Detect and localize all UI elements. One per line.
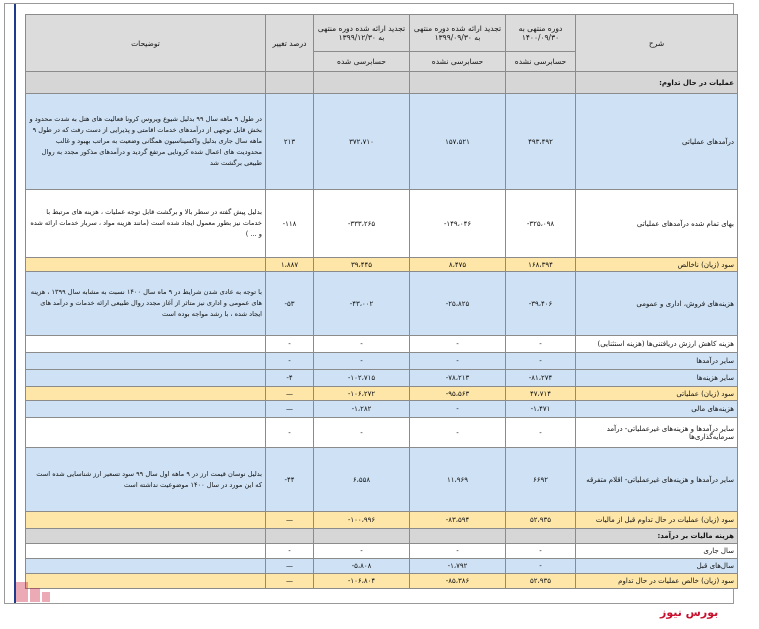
change-percent — [266, 72, 314, 94]
change-percent: -۱۱۸ — [266, 190, 314, 258]
value-1400: ۶۶۹۲ — [506, 448, 576, 512]
table-row — [26, 258, 738, 272]
row-note — [26, 512, 266, 529]
left-blue-rule — [14, 4, 16, 603]
table-row — [26, 418, 738, 448]
header-audit-1: حسابرسی نشده — [506, 52, 576, 72]
value-1399-09: -۷۸،۲۱۳ — [410, 370, 506, 387]
row-note — [26, 529, 266, 544]
header-audit-2: حسابرسی نشده — [410, 52, 506, 72]
value-1400: ۱۶۸،۳۹۴ — [506, 258, 576, 272]
row-note — [26, 574, 266, 589]
row-label: هزینه کاهش ارزش دریافتنی‌ها (هزینه استثنایی) — [576, 336, 738, 353]
value-1400: - — [506, 336, 576, 353]
row-label: سود (زیان) ناخالص — [576, 258, 738, 272]
header-audit-3: حسابرسی شده — [314, 52, 410, 72]
change-percent: ۱،۸۸۷ — [266, 258, 314, 272]
row-label: سایر هزینه‌ها — [576, 370, 738, 387]
value-1399-12 — [314, 529, 410, 544]
change-percent: - — [266, 544, 314, 559]
value-1399-12: -۱۰۰،۹۹۶ — [314, 512, 410, 529]
row-label: هزینه‌های فروش، اداری و عمومی — [576, 272, 738, 336]
value-1399-09: -۸۳،۵۹۴ — [410, 512, 506, 529]
change-percent: ۲۱۳ — [266, 94, 314, 190]
value-1400: ۵۲،۹۳۵ — [506, 512, 576, 529]
row-note: در طول ۹ ماهه سال ۹۹ بدلیل شیوع ویروس کرونا فعالیت های هتل به شدت محدود و بخش قابل توجهی از درآمدهای خدمات اقامتی و پذیرایی از دست رفت که در طول ۹ ماهه سال جاری بدلیل واکسیناسیون همگانی وضعیت به مراتب بهبود و غالب محدودیت های اعمال شده کرونایی مرتفع گردید و درآمدهای مذکور مجدد به روال طبیعی برگشت شد — [26, 94, 266, 190]
table-row — [26, 94, 738, 190]
value-1399-12: ۳۹،۴۴۵ — [314, 258, 410, 272]
change-percent: -۵۳ — [266, 272, 314, 336]
table-row — [26, 512, 738, 529]
header-period-1399-09: تجدید ارائه شده دوره منتهی به ۱۳۹۹/۰۹/۳۰ — [410, 15, 506, 52]
header-period-1399-12: تجدید ارائه شده دوره منتهی به ۱۳۹۹/۱۲/۳۰ — [314, 15, 410, 52]
value-1399-12: - — [314, 544, 410, 559]
table-row — [26, 401, 738, 418]
row-note — [26, 258, 266, 272]
row-note — [26, 418, 266, 448]
value-1399-09: -۱۴۹،۰۴۶ — [410, 190, 506, 258]
value-1399-09: ۸،۴۷۵ — [410, 258, 506, 272]
row-note: با توجه به عادی شدن شرایط در ۹ ماه سال ۱۴۰۰ نسبت به مشابه سال ۱۳۹۹ ، هزینه های عمومی و اداری نیز متاثر از آغاز مجدد روال طبیعی ارائه خدمات و درآمد های ایجاد شده ، با رشد مواجه بوده است — [26, 272, 266, 336]
value-1399-12: ۶،۵۵۸ — [314, 448, 410, 512]
header-notes: توضیحات — [26, 15, 266, 72]
change-percent: — — [266, 574, 314, 589]
value-1400: ۵۲،۹۳۵ — [506, 574, 576, 589]
table-row — [26, 272, 738, 336]
change-percent: -۴۴ — [266, 448, 314, 512]
change-percent: - — [266, 418, 314, 448]
value-1399-09: - — [410, 418, 506, 448]
row-label: عملیات در حال تداوم: — [576, 72, 738, 94]
change-percent: — — [266, 401, 314, 418]
value-1399-09: - — [410, 544, 506, 559]
row-label: هزینه‌های مالی — [576, 401, 738, 418]
value-1399-12: -۱۰۲،۷۱۵ — [314, 370, 410, 387]
table-row — [26, 370, 738, 387]
value-1400 — [506, 72, 576, 94]
value-1399-09: ۱۵۷،۵۲۱ — [410, 94, 506, 190]
value-1399-12: -۳۳۳،۲۶۵ — [314, 190, 410, 258]
change-percent — [266, 529, 314, 544]
header-sharh: شرح — [576, 15, 738, 72]
financial-table — [25, 14, 738, 589]
row-note — [26, 559, 266, 574]
value-1399-12: ۳۷۲،۷۱۰ — [314, 94, 410, 190]
row-label: سایر درآمدها و هزینه‌های غیرعملیاتی- اقلام متفرقه — [576, 448, 738, 512]
value-1399-12: - — [314, 418, 410, 448]
table-row — [26, 336, 738, 353]
row-note — [26, 387, 266, 401]
row-label: سال‌های قبل — [576, 559, 738, 574]
value-1399-09 — [410, 72, 506, 94]
row-label: سود (زیان) عملیات در حال تداوم قبل از مالیات — [576, 512, 738, 529]
header-period-1400: دوره منتهی به ۱۴۰۰/۰۹/۳۰ — [506, 15, 576, 52]
row-note — [26, 72, 266, 94]
watermark-stamp — [14, 578, 54, 608]
row-label: سود (زیان) عملیاتی — [576, 387, 738, 401]
value-1399-12: - — [314, 336, 410, 353]
table-row — [26, 529, 738, 544]
header-change-percent: درصد تغییر — [266, 15, 314, 72]
row-note: بدلیل پیش گفته در سطر بالا و برگشت قابل توجه عملیات ، هزینه های مرتبط با خدمات نیز بطور معمول ایجاد شده است (مانند هزینه مواد ، سربار خدمات ارائه شده و ... ) — [26, 190, 266, 258]
value-1400: -۳۹،۴۰۶ — [506, 272, 576, 336]
value-1399-12: -۵،۸۰۸ — [314, 559, 410, 574]
value-1399-09: - — [410, 353, 506, 370]
row-note — [26, 353, 266, 370]
document-frame — [4, 3, 734, 604]
change-percent: - — [266, 336, 314, 353]
value-1399-09: -۱،۷۹۲ — [410, 559, 506, 574]
value-1400: - — [506, 544, 576, 559]
value-1400: -۸۱،۲۷۴ — [506, 370, 576, 387]
value-1400: - — [506, 353, 576, 370]
value-1400: ۴۷،۷۱۴ — [506, 387, 576, 401]
row-note — [26, 401, 266, 418]
value-1400: - — [506, 418, 576, 448]
table-row — [26, 559, 738, 574]
row-label: سایر درآمدها — [576, 353, 738, 370]
value-1399-09: -۸۵،۳۸۶ — [410, 574, 506, 589]
value-1399-12: -۱۰۶،۲۷۲ — [314, 387, 410, 401]
value-1399-09: -۹۵،۵۶۳ — [410, 387, 506, 401]
value-1399-12: - — [314, 353, 410, 370]
table-row — [26, 544, 738, 559]
table-body — [26, 72, 738, 589]
row-label: درآمدهای عملیاتی — [576, 94, 738, 190]
table-row — [26, 387, 738, 401]
change-percent: - — [266, 353, 314, 370]
table-row — [26, 353, 738, 370]
table-row — [26, 574, 738, 589]
table-row — [26, 72, 738, 94]
value-1400: - — [506, 559, 576, 574]
value-1399-09: - — [410, 336, 506, 353]
value-1400 — [506, 529, 576, 544]
bourse-news-logo: بورس نیوز — [660, 606, 719, 619]
row-note — [26, 336, 266, 353]
change-percent: — — [266, 387, 314, 401]
table-row — [26, 190, 738, 258]
value-1399-09: -۲۵،۸۲۵ — [410, 272, 506, 336]
value-1399-12: -۱۰۶،۸۰۴ — [314, 574, 410, 589]
row-label: سود (زیان) خالص عملیات در حال تداوم — [576, 574, 738, 589]
value-1399-12: -۱،۲۸۲ — [314, 401, 410, 418]
value-1399-12: -۴۳،۰۰۲ — [314, 272, 410, 336]
value-1399-09: - — [410, 401, 506, 418]
row-note: بدلیل نوسان قیمت ارز در ۹ ماهه اول سال ۹۹ سود تسعیر ارز شناسایی شده است که این مورد در سال ۱۴۰۰ موضوعیت نداشته است — [26, 448, 266, 512]
value-1400: ۴۹۳،۴۹۲ — [506, 94, 576, 190]
value-1400: -۱،۴۷۱ — [506, 401, 576, 418]
change-percent: — — [266, 512, 314, 529]
value-1399-09 — [410, 529, 506, 544]
change-percent: — — [266, 559, 314, 574]
change-percent: -۴ — [266, 370, 314, 387]
row-label: هزینه مالیات بر درآمد: — [576, 529, 738, 544]
row-label: سال جاری — [576, 544, 738, 559]
row-label: سایر درآمدها و هزینه‌های غیرعملیاتی- درآمد سرمایه‌گذاری‌ها — [576, 418, 738, 448]
row-note — [26, 370, 266, 387]
value-1399-09: ۱۱،۹۶۹ — [410, 448, 506, 512]
row-note — [26, 544, 266, 559]
value-1400: -۳۲۵،۰۹۸ — [506, 190, 576, 258]
value-1399-12 — [314, 72, 410, 94]
row-label: بهای تمام شده درآمدهای عملیاتی — [576, 190, 738, 258]
table-row — [26, 448, 738, 512]
